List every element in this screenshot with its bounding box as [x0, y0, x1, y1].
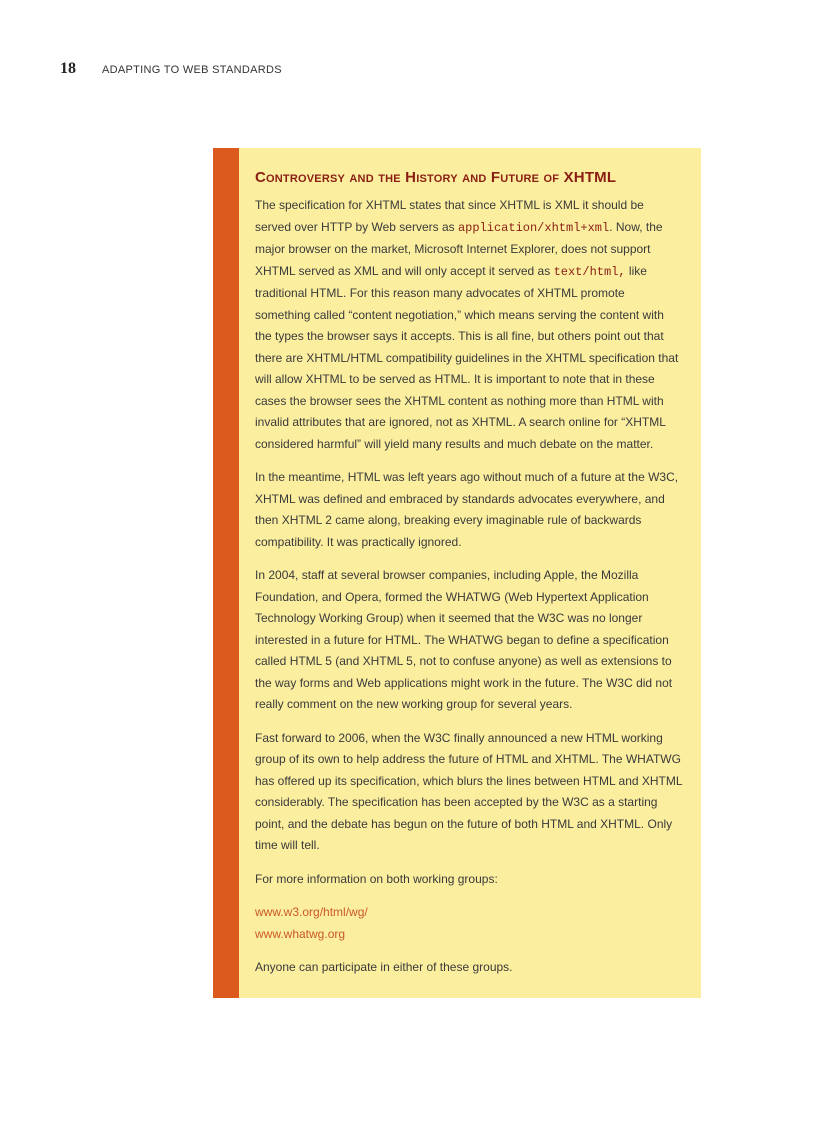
link-whatwg[interactable]: www.whatwg.org: [255, 926, 346, 941]
sidebar-paragraph-4: Fast forward to 2006, when the W3C finally announced a new HTML working group of its own to help address the future of HTML and XHTML. The WHATWG has offered up its specification, which blurs the lines between HTML and XHTML considerably. The specification has been accepted by the W3C as a starting point, and the debate has begun on the future of both HTML and XHTML. Only time will tell.: [255, 730, 683, 852]
sidebar-title: Controversy and the History and Future of XHTML: [255, 169, 617, 186]
paragraph-text: The specification for XHTML states that since XHTML is XML it should be served over HTTP by Web servers as: [255, 198, 644, 234]
sidebar-paragraph-6: Anyone can participate in either of these groups.: [255, 960, 513, 974]
page-number: 18: [60, 60, 76, 77]
sidebar-paragraph-3: In 2004, staff at several browser companies, including Apple, the Mozilla Foundation, and Opera, formed the WHATWG (Web Hypertext Application Technology Working Group) when it seemed that the W3C was no longer interested in a future for HTML. The WHATWG began to define a specification called HTML 5 (and XHTML 5, not to confuse anyone) as well as extensions to the way forms and Web applications might work in the future. The W3C did not really comment on the new working group for several years.: [255, 568, 673, 711]
running-title: ADAPTING TO WEB STANDARDS: [102, 64, 282, 76]
sidebar-paragraph-1: [255, 195, 683, 455]
link-w3c-html-wg[interactable]: www.w3.org/html/wg/: [255, 905, 368, 919]
paragraph-text: . Now, the major browser on the market, Microsoft Internet Explorer, does not support XHTML served as XML and will only accept it served as: [255, 219, 663, 278]
code-mime-xhtml: application/xhtml+xml: [457, 220, 610, 235]
running-head: [60, 60, 282, 84]
sidebar-paragraph-2: In the meantime, HTML was left years ago without much of a future at the W3C, XHTML was defined and embraced by standards advocates everywhere, and then XHTML 2 came along, breaking every imaginable rule of backwards compatibility. It was practically ignored.: [255, 470, 679, 549]
accent-bar: [213, 148, 239, 998]
paragraph-text: like traditional HTML. For this reason many advocates of XHTML promote something called “content negotiation,” which means serving the content with the types the browser says it accepts. This is all fine, but others point out that there are XHTML/HTML compatibility guidelines in the XHTML specification that will allow XHTML to be served as HTML. It is important to note that in these cases the browser sees the XHTML content as nothing more than HTML with invalid attributes that are ignored, not as XHTML. A search online for “XHTML considered harmful” will yield many results and much debate on the matter.: [255, 263, 679, 451]
sidebar-content: [239, 148, 701, 998]
link-list: [255, 902, 683, 945]
sidebar-paragraph-5: For more information on both working groups:: [255, 871, 498, 886]
sidebar-box: [213, 148, 701, 998]
code-mime-html: text/html,: [553, 264, 626, 279]
